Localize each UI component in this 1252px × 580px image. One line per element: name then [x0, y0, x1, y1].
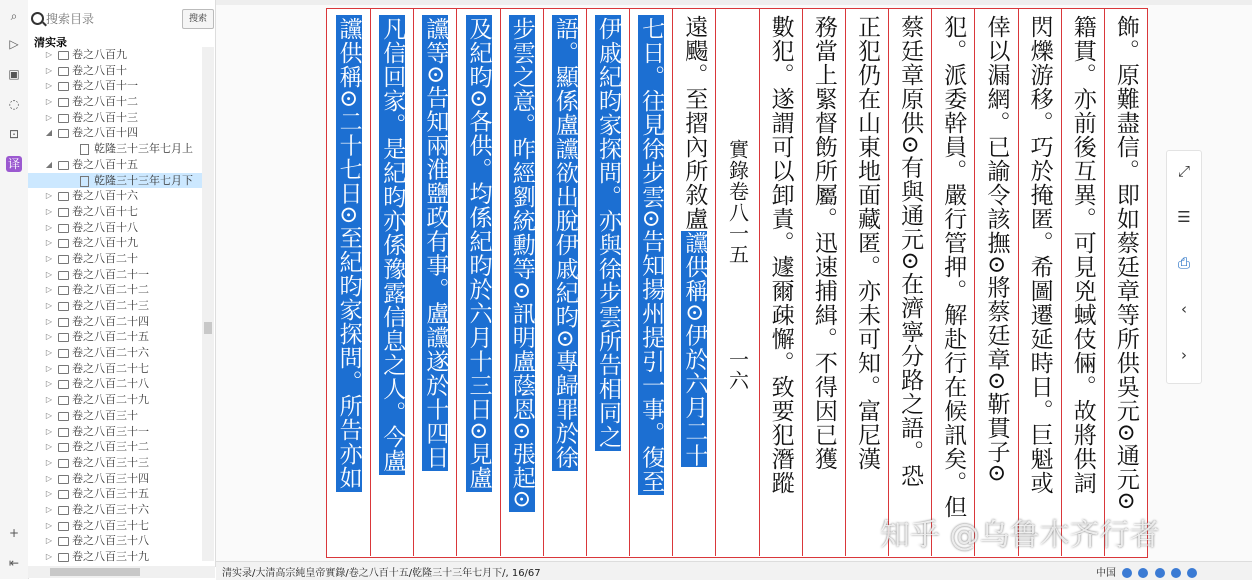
expand-arrow-icon[interactable]: ▷: [45, 269, 53, 279]
column-text[interactable]: 伊戚紀昀家探問。亦與徐步雲所告相同之: [595, 17, 622, 449]
text-column: [672, 9, 715, 556]
scrollbar-thumb[interactable]: [50, 568, 140, 576]
folder-icon: [58, 380, 69, 389]
list-icon[interactable]: ☰: [1177, 208, 1191, 226]
text-column: [543, 9, 586, 556]
tree-item-label: 卷之八百十八: [72, 220, 138, 234]
expand-arrow-icon[interactable]: ▷: [45, 457, 53, 467]
column-text[interactable]: [681, 15, 707, 467]
tree-item-label: 卷之八百十九: [72, 236, 138, 250]
folder-icon: [58, 522, 69, 531]
expand-arrow-icon[interactable]: ▷: [45, 206, 53, 216]
column-text[interactable]: 務當上緊督飭所屬。迅速捕緝。不得因已獲: [810, 15, 837, 471]
catalog-tree: [28, 47, 202, 565]
tree-item-label: 卷之八百二十六: [72, 346, 149, 360]
highlighted-text[interactable]: 讜供稱⊙伊於六月二十: [681, 231, 708, 468]
text-column: [888, 9, 931, 556]
tree-item-label: 卷之八百二十八: [72, 377, 149, 391]
tree-item-label: 卷之八百二十三: [72, 299, 149, 312]
tree-item-volume[interactable]: [28, 110, 202, 126]
print-icon[interactable]: ⎙: [1177, 254, 1190, 272]
tree-item-label: 乾隆三十三年七月下: [94, 173, 193, 187]
text-column: [586, 9, 629, 556]
next-icon[interactable]: ›: [1181, 346, 1187, 364]
column-text[interactable]: 正犯仍在山東地面藏匿。亦未可知。富尼漢: [853, 15, 880, 471]
tree-item-label: 卷之八百三十七: [72, 518, 149, 532]
tree-item-label: 卷之八百二十二: [72, 283, 149, 297]
column-text-head: 遠颺。至摺內所敘盧: [681, 15, 708, 231]
document-icon: [80, 176, 89, 187]
catalog-search-button[interactable]: 搜索: [182, 9, 214, 29]
tree-item-document[interactable]: [28, 141, 202, 157]
cart-icon[interactable]: ⊡: [8, 127, 20, 141]
expand-arrow-icon[interactable]: ▷: [45, 552, 53, 561]
chat-icon[interactable]: ◌: [8, 97, 20, 111]
text-column: [845, 9, 888, 556]
column-text[interactable]: 七日。往見徐步雲⊙告知揚州提引一事。復至: [638, 17, 665, 494]
status-region: 中国: [1096, 568, 1116, 579]
tree-horizontal-scrollbar[interactable]: [28, 566, 215, 578]
tree-item-volume[interactable]: [28, 314, 202, 330]
tree-item-label: 卷之八百十五: [72, 157, 138, 171]
tree-item-label: 卷之八百三十二: [72, 440, 149, 454]
tree-item-volume[interactable]: [28, 392, 202, 408]
tree-item-volume[interactable]: [28, 549, 202, 565]
tree-item-label: 卷之八百二十: [72, 251, 138, 265]
folder-icon: [58, 428, 69, 437]
column-text[interactable]: 蔡廷章原供⊙有與通元⊙在濟寧分路之語。恐: [897, 15, 924, 488]
tree-item-label: 乾隆三十三年七月上: [94, 142, 193, 156]
tree-item-volume[interactable]: [28, 471, 202, 487]
status-tray: [1096, 564, 1197, 579]
search-icon[interactable]: ⌕: [10, 9, 18, 23]
text-column: [629, 9, 672, 556]
tree-item-volume[interactable]: [28, 533, 202, 549]
document-page: [326, 8, 1148, 558]
expand-arrow-icon[interactable]: ▷: [45, 520, 53, 530]
tree-item-volume[interactable]: [28, 361, 202, 377]
folio-label[interactable]: 實錄卷八一五: [725, 139, 750, 265]
status-path: 清实录/大清高宗純皇帝實錄/卷之八百十五/乾隆三十三年七月下/, 16/67: [222, 568, 541, 579]
column-text[interactable]: 讜等⊙告知兩淮鹽政有事。盧讜遂於十四日: [422, 17, 449, 470]
expand-arrow-icon[interactable]: ▷: [45, 65, 53, 75]
expand-arrow-icon[interactable]: ▷: [45, 332, 53, 342]
folio-page-number: 一六: [725, 349, 750, 391]
tree-item-label: 卷之八百十二: [72, 95, 138, 109]
expand-arrow-icon[interactable]: ▷: [45, 473, 53, 483]
expand-arrow-icon[interactable]: ▷: [45, 316, 53, 326]
live-icon[interactable]: ▣: [8, 67, 20, 81]
text-column: [1061, 9, 1104, 556]
expand-arrow-icon[interactable]: ▷: [45, 97, 53, 107]
tree-item-label: 卷之八百三十八: [72, 534, 149, 548]
expand-arrow-icon[interactable]: ▷: [45, 222, 53, 232]
expand-arrow-icon[interactable]: ▷: [45, 504, 53, 514]
catalog-panel: [28, 0, 216, 567]
folder-icon: [58, 271, 69, 280]
column-text[interactable]: 凡信回家。是紀昀亦係豫露信息之人。今盧: [379, 17, 406, 473]
tree-item-volume[interactable]: [28, 518, 202, 534]
tree-item-volume[interactable]: [28, 94, 202, 110]
tree-item-volume[interactable]: [28, 125, 202, 141]
collapse-arrow-icon[interactable]: ◢: [45, 159, 53, 169]
catalog-search: [28, 6, 215, 32]
tree-item-label: 卷之八百十四: [72, 126, 138, 140]
expand-arrow-icon[interactable]: ▷: [45, 191, 53, 201]
tree-item-label: 卷之八百三十四: [72, 471, 149, 485]
expand-arrow-icon[interactable]: ▷: [45, 285, 53, 295]
folder-icon: [58, 286, 69, 295]
watermark: 知乎 @乌鲁木齐行者: [880, 518, 1160, 553]
folder-icon: [58, 161, 69, 170]
tree-item-label: 卷之八百三十六: [72, 502, 149, 516]
column-text[interactable]: 倖以漏網。已諭令該撫⊙將蔡廷章⊙靳貫子⊙: [983, 15, 1010, 484]
expand-arrow-icon[interactable]: ▷: [45, 395, 53, 405]
expand-arrow-icon[interactable]: ▷: [45, 50, 53, 59]
tree-item-label: 卷之八百三十九: [72, 550, 149, 563]
tree-item-volume[interactable]: [28, 188, 202, 204]
tray-icon[interactable]: [1155, 568, 1165, 578]
tree-root-label[interactable]: 清实录: [34, 36, 67, 49]
tree-item-volume[interactable]: [28, 376, 202, 392]
tree-item-volume[interactable]: [28, 345, 202, 361]
text-column: [715, 9, 758, 556]
expand-arrow-icon[interactable]: ▷: [45, 442, 53, 452]
folder-icon: [58, 67, 69, 76]
expand-arrow-icon[interactable]: ▷: [45, 112, 53, 122]
folder-icon: [58, 239, 69, 248]
text-column: [931, 9, 974, 556]
text-column: [370, 9, 413, 556]
folder-icon: [58, 98, 69, 107]
tree-item-label: 卷之八百三十三: [72, 455, 149, 469]
tree-item-document[interactable]: [28, 173, 202, 189]
expand-arrow-icon[interactable]: ▷: [45, 426, 53, 436]
tree-item-volume[interactable]: [28, 424, 202, 440]
tray-icon[interactable]: [1122, 568, 1132, 578]
text-column: [802, 9, 845, 556]
tree-vertical-scrollbar[interactable]: [202, 47, 214, 561]
fullscreen-icon[interactable]: ⤢: [1177, 162, 1190, 180]
folder-icon: [58, 224, 69, 233]
folder-icon: [58, 365, 69, 374]
column-text[interactable]: 數犯。遂謂可以卸責。遽爾疎懈。致要犯潛蹤: [767, 15, 794, 495]
tree-item-volume[interactable]: [28, 455, 202, 471]
tree-item-volume[interactable]: [28, 267, 202, 283]
tree-item-volume[interactable]: [28, 439, 202, 455]
expand-arrow-icon[interactable]: ▷: [45, 348, 53, 358]
folder-icon: [58, 475, 69, 484]
folder-icon: [58, 396, 69, 405]
tree-item-label: 卷之八百三十五: [72, 487, 149, 501]
tree-item-label: 卷之八百二十五: [72, 330, 149, 344]
tree-item-volume[interactable]: [28, 220, 202, 236]
tree-item-volume[interactable]: [28, 408, 202, 424]
expand-arrow-icon[interactable]: ▷: [45, 536, 53, 546]
prev-icon[interactable]: ‹: [1181, 300, 1187, 318]
tray-icon[interactable]: [1187, 568, 1197, 578]
column-text[interactable]: 讜供稱⊙二十七日⊙至紀昀家探問。所告亦如: [335, 17, 362, 490]
tree-item-label: 卷之八百二十四: [72, 314, 149, 328]
tree-item-volume[interactable]: [28, 486, 202, 502]
tree-item-volume[interactable]: [28, 47, 202, 63]
tree-item-label: 卷之八百十: [72, 63, 127, 77]
viewer-toolbar: [1166, 150, 1202, 384]
tree-item-label: 卷之八百九: [72, 48, 127, 61]
catalog-search-input[interactable]: [44, 9, 184, 29]
tree-item-volume[interactable]: [28, 235, 202, 251]
text-column: [456, 9, 499, 556]
tree-item-volume[interactable]: [28, 282, 202, 298]
tree-item-volume[interactable]: [28, 78, 202, 94]
search-icon: [31, 12, 44, 25]
text-column: [413, 9, 456, 556]
document-icon: [80, 144, 89, 155]
column-text[interactable]: 語。顯係盧讜欲出脫伊戚紀昀⊙專歸罪於徐: [551, 17, 578, 470]
folder-icon: [58, 443, 69, 452]
tree-item-volume[interactable]: [28, 502, 202, 518]
tree-item-volume[interactable]: [28, 298, 202, 314]
text-column: [974, 9, 1017, 556]
folder-icon: [58, 412, 69, 421]
text-column: [1018, 9, 1061, 556]
folder-icon: [58, 255, 69, 264]
folder-icon: [58, 490, 69, 499]
status-bar: [216, 561, 1252, 580]
tree-item-label: 卷之八百二十七: [72, 361, 149, 375]
expand-arrow-icon[interactable]: ▷: [45, 238, 53, 248]
tree-item-volume[interactable]: [28, 204, 202, 220]
tree-item-label: 卷之八百十一: [72, 79, 138, 93]
expand-arrow-icon[interactable]: ▷: [45, 410, 53, 420]
tree-item-label: 卷之八百二十九: [72, 393, 149, 407]
tree-item-volume[interactable]: [28, 63, 202, 79]
expand-arrow-icon[interactable]: ▷: [45, 81, 53, 91]
expand-arrow-icon[interactable]: ▷: [45, 489, 53, 499]
folder-icon: [58, 318, 69, 327]
tree-item-volume[interactable]: [28, 157, 202, 173]
tree-item-label: 卷之八百三十: [72, 408, 138, 422]
collapse-icon[interactable]: ⇤: [8, 556, 20, 570]
expand-arrow-icon[interactable]: ▷: [45, 301, 53, 310]
expand-arrow-icon[interactable]: ▷: [45, 379, 53, 389]
folder-icon: [58, 129, 69, 138]
tree-item-volume[interactable]: [28, 329, 202, 345]
folder-icon: [58, 302, 69, 311]
folder-icon: [58, 537, 69, 546]
text-column: [500, 9, 543, 556]
text-column: [1104, 9, 1147, 556]
expand-arrow-icon[interactable]: ▷: [45, 253, 53, 263]
column-text[interactable]: 犯。派委幹員。嚴行管押。解赴行在候訊矣。但: [940, 15, 967, 519]
column-text[interactable]: 閃爍游移。巧於掩匿。希圖遷延時日。巨魁或: [1026, 15, 1053, 495]
left-rail: [0, 0, 29, 579]
add-icon[interactable]: +: [8, 526, 20, 540]
tree-item-label: 卷之八百三十一: [72, 424, 149, 438]
folder-icon: [58, 82, 69, 91]
translate-icon[interactable]: 译: [7, 157, 20, 171]
collapse-arrow-icon[interactable]: ◢: [45, 128, 53, 138]
folder-icon: [58, 506, 69, 515]
tree-item-volume[interactable]: [28, 251, 202, 267]
column-text[interactable]: 步雲之意。昨經劉統勳等⊙訊明盧蔭恩⊙張起⊙: [508, 17, 535, 510]
tree-item-label: 卷之八百十六: [72, 189, 138, 203]
tree-item-label: 卷之八百二十一: [72, 267, 149, 281]
folder-icon: [58, 114, 69, 123]
tray-icon[interactable]: [1138, 568, 1148, 578]
folder-icon: [58, 349, 69, 358]
top-strip: [216, 0, 1252, 5]
column-text[interactable]: 及紀昀⊙各供。均係紀昀於六月十三日⊙見盧: [465, 17, 492, 490]
text-column: [327, 9, 370, 556]
scrollbar-thumb[interactable]: [204, 322, 212, 334]
column-text[interactable]: 飾。原難盡信。即如蔡廷章等所供吳元⊙通元⊙: [1112, 15, 1139, 512]
tray-icon[interactable]: [1171, 568, 1181, 578]
tree-item-label: 卷之八百十三: [72, 110, 138, 124]
tree-item-label: 卷之八百十七: [72, 204, 138, 218]
folder-icon: [58, 333, 69, 342]
expand-arrow-icon[interactable]: ▷: [45, 363, 53, 373]
play-icon[interactable]: ▷: [9, 37, 19, 51]
folder-icon: [58, 192, 69, 201]
folder-icon: [58, 553, 69, 562]
text-column: [759, 9, 802, 556]
folder-icon: [58, 208, 69, 217]
column-text[interactable]: 籍貫。亦前後互異。可見兇蜮伎倆。故將供詞: [1069, 15, 1096, 495]
folder-icon: [58, 51, 69, 60]
folder-icon: [58, 459, 69, 468]
